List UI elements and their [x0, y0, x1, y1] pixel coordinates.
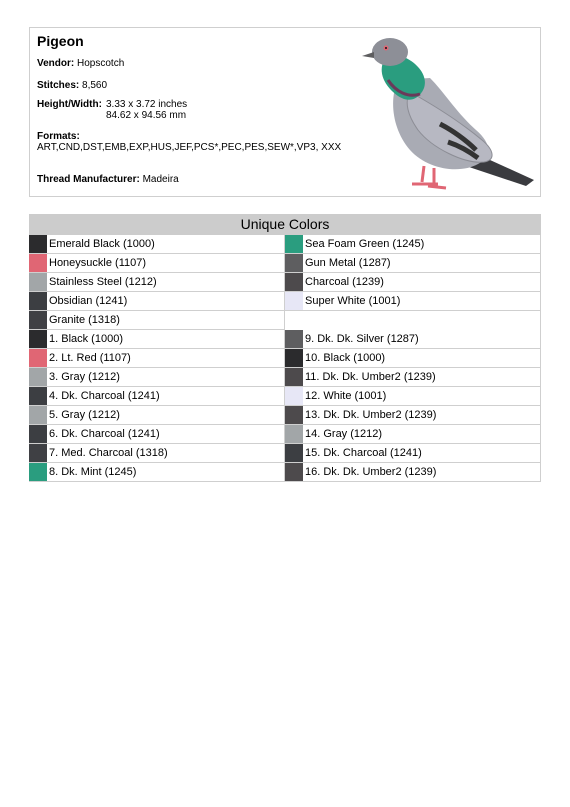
sequence-color-cell	[285, 368, 541, 387]
color-swatch	[285, 330, 303, 348]
color-name: 12. White (1001)	[305, 390, 387, 402]
sequence-color-cell	[285, 349, 541, 368]
unique-color-cell	[285, 235, 541, 254]
unique-color-cell	[29, 235, 285, 254]
stitches-value: 8,560	[82, 80, 108, 91]
sequence-color-cell	[285, 444, 541, 463]
color-swatch	[285, 406, 303, 424]
color-name: 16. Dk. Dk. Umber2 (1239)	[305, 466, 437, 478]
color-swatch	[29, 254, 47, 272]
unique-color-cell	[285, 273, 541, 292]
design-info-panel	[29, 27, 541, 197]
sequence-color-cell	[29, 349, 285, 368]
thread-line	[37, 174, 179, 185]
unique-color-row	[29, 235, 541, 254]
unique-colors-header: Unique Colors	[29, 214, 541, 235]
sequence-color-cell	[29, 444, 285, 463]
sequence-color-cell	[29, 387, 285, 406]
sequence-color-cell	[29, 368, 285, 387]
color-name: Charcoal (1239)	[305, 276, 384, 288]
sequence-color-cell	[285, 463, 541, 482]
color-name: 5. Gray (1212)	[49, 409, 120, 421]
height-width-label: Height/Width:	[37, 99, 102, 110]
color-swatch	[29, 311, 47, 329]
color-swatch	[285, 463, 303, 481]
design-title: Pigeon	[37, 33, 84, 49]
color-name: 4. Dk. Charcoal (1241)	[49, 390, 160, 402]
color-name: 10. Black (1000)	[305, 352, 386, 364]
unique-color-row	[29, 292, 541, 311]
color-name: 14. Gray (1212)	[305, 428, 383, 440]
color-swatch	[285, 254, 303, 272]
color-name: 1. Black (1000)	[49, 333, 123, 345]
color-name: 9. Dk. Dk. Silver (1287)	[305, 333, 419, 345]
unique-color-cell	[29, 292, 285, 311]
color-swatch	[29, 463, 47, 481]
color-swatch	[285, 425, 303, 443]
sequence-color-cell	[29, 425, 285, 444]
height-width-inches: 3.33 x 3.72 inches	[106, 99, 188, 110]
sequence-color-row	[29, 387, 541, 406]
sequence-color-row	[29, 330, 541, 349]
sequence-color-cell	[285, 425, 541, 444]
color-swatch	[29, 368, 47, 386]
color-name: 6. Dk. Charcoal (1241)	[49, 428, 160, 440]
sequence-color-cell	[285, 330, 541, 349]
color-name: Honeysuckle (1107)	[49, 257, 147, 269]
color-swatch	[285, 349, 303, 367]
sequence-color-row	[29, 349, 541, 368]
color-swatch	[29, 330, 47, 348]
sequence-color-row	[29, 463, 541, 482]
sequence-color-cell	[29, 463, 285, 482]
color-name: Sea Foam Green (1245)	[305, 238, 425, 250]
vendor-value: Hopscotch	[77, 58, 125, 69]
vendor-label: Vendor:	[37, 58, 75, 69]
vendor-line	[37, 58, 124, 69]
unique-color-cell	[285, 311, 541, 330]
unique-color-cell	[285, 292, 541, 311]
height-width-block	[37, 99, 187, 121]
color-name: 3. Gray (1212)	[49, 371, 120, 383]
color-name: Super White (1001)	[305, 295, 401, 307]
unique-color-row	[29, 254, 541, 273]
formats-label: Formats:	[37, 131, 80, 142]
color-name: Obsidian (1241)	[49, 295, 128, 307]
color-name: 8. Dk. Mint (1245)	[49, 466, 137, 478]
thread-value: Madeira	[142, 174, 179, 185]
color-name: Granite (1318)	[49, 314, 120, 326]
unique-color-cell	[29, 254, 285, 273]
thread-label: Thread Manufacturer:	[37, 174, 140, 185]
sequence-color-row	[29, 406, 541, 425]
color-swatch	[29, 444, 47, 462]
sequence-color-cell	[29, 330, 285, 349]
stitches-label: Stitches:	[37, 80, 80, 91]
color-name: 11. Dk. Dk. Umber2 (1239)	[305, 371, 436, 383]
unique-color-cell	[29, 311, 285, 330]
color-list	[29, 235, 541, 482]
unique-color-cell	[29, 273, 285, 292]
color-swatch	[285, 444, 303, 462]
sequence-color-cell	[285, 406, 541, 425]
formats-value: ART,CND,DST,EMB,EXP,HUS,JEF,PCS*,PEC,PES,SEW*,VP3, XXX	[37, 142, 342, 153]
color-name: Gun Metal (1287)	[305, 257, 391, 269]
unique-color-cell	[285, 254, 541, 273]
color-swatch	[29, 406, 47, 424]
color-swatch	[29, 425, 47, 443]
color-swatch	[29, 349, 47, 367]
unique-color-row	[29, 311, 541, 330]
color-name: 7. Med. Charcoal (1318)	[49, 447, 168, 459]
pigeon-illustration-icon	[348, 32, 538, 196]
sequence-color-row	[29, 368, 541, 387]
color-swatch	[285, 235, 303, 253]
color-name: 13. Dk. Dk. Umber2 (1239)	[305, 409, 437, 421]
stitches-line	[37, 80, 107, 91]
color-swatch	[29, 235, 47, 253]
color-swatch	[285, 368, 303, 386]
color-swatch	[29, 273, 47, 291]
color-swatch	[285, 292, 303, 310]
color-swatch	[29, 292, 47, 310]
height-width-mm: 84.62 x 94.56 mm	[106, 110, 187, 121]
color-name: Emerald Black (1000)	[49, 238, 155, 250]
color-swatch	[29, 387, 47, 405]
color-swatch	[285, 273, 303, 291]
sequence-color-cell	[29, 406, 285, 425]
color-name: Stainless Steel (1212)	[49, 276, 157, 288]
color-name: 15. Dk. Charcoal (1241)	[305, 447, 422, 459]
color-name: 2. Lt. Red (1107)	[49, 352, 131, 364]
sequence-color-cell	[285, 387, 541, 406]
color-swatch	[285, 387, 303, 405]
sequence-color-row	[29, 444, 541, 463]
unique-color-row	[29, 273, 541, 292]
sequence-color-row	[29, 425, 541, 444]
